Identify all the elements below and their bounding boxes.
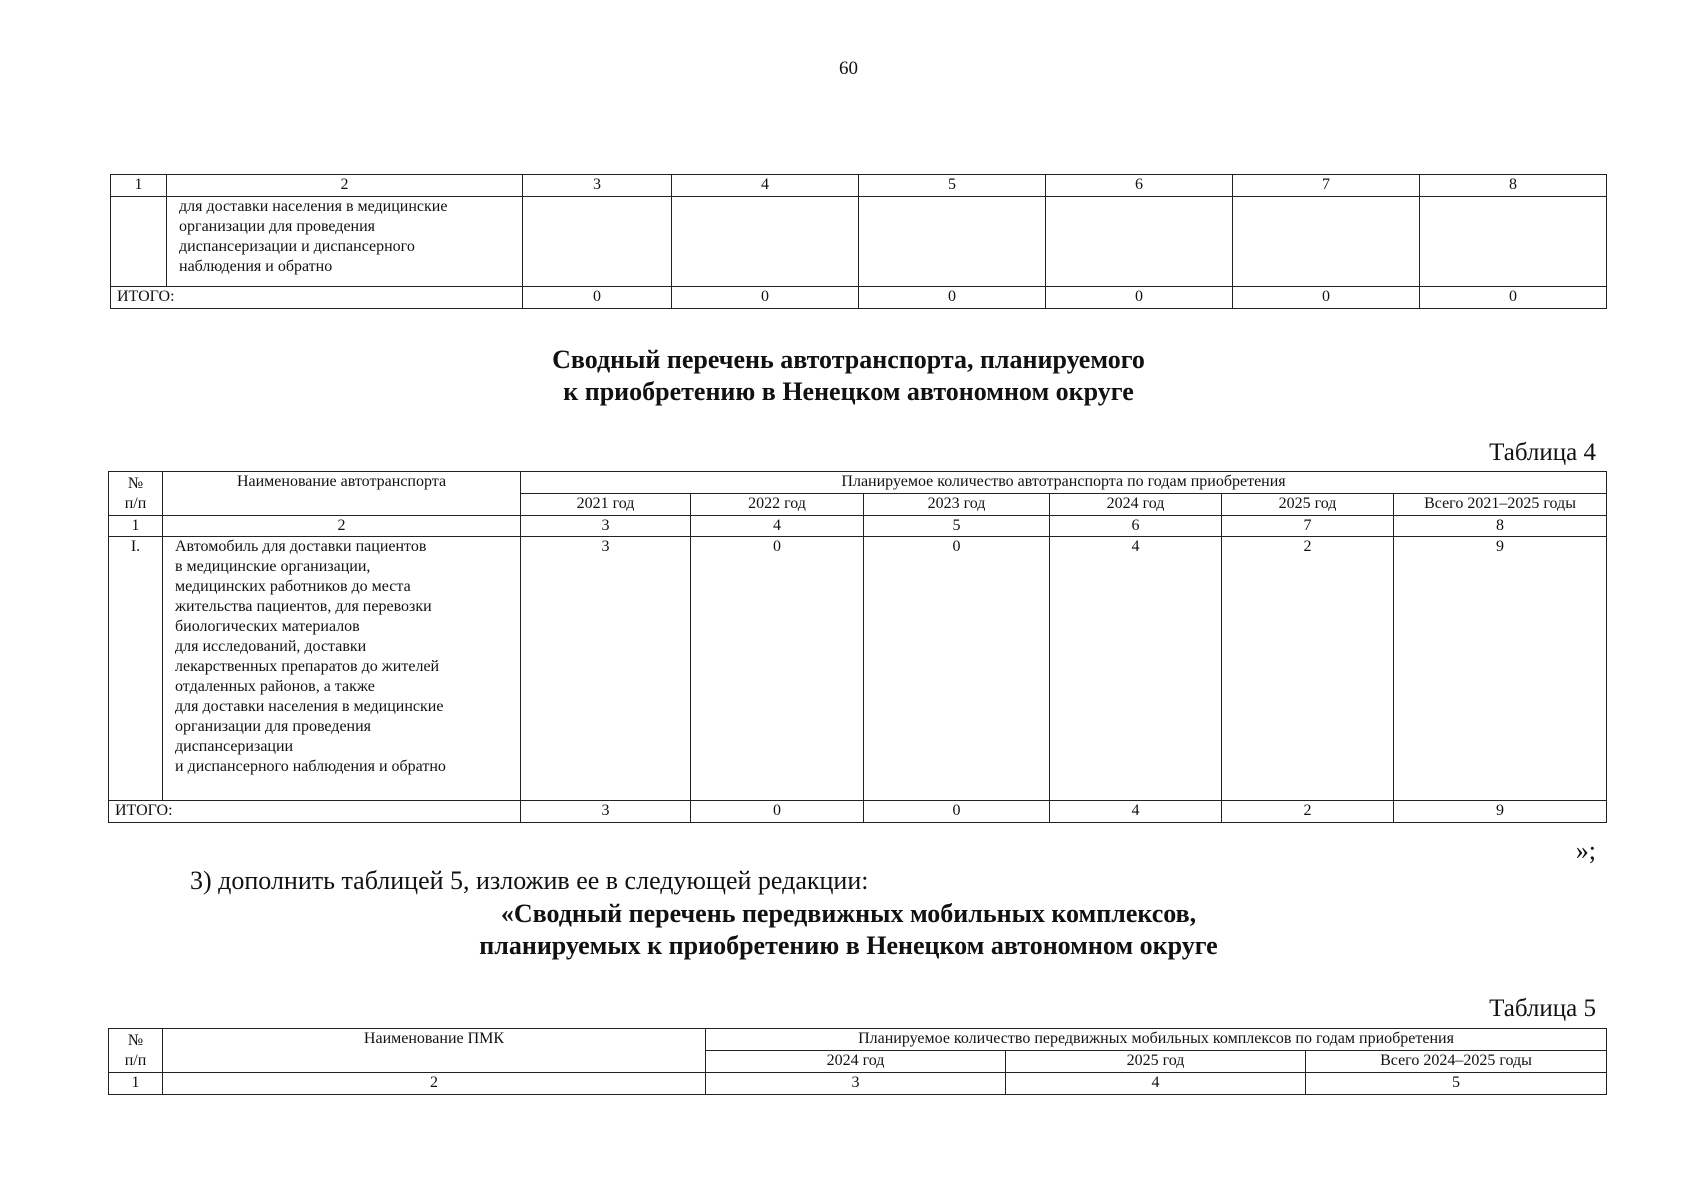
group-header: Планируемое количество передвижных мобильных комплексов по годам приобретения: [706, 1029, 1607, 1051]
total-value: 9: [1394, 801, 1607, 823]
col-number: 8: [1394, 516, 1607, 537]
col-number: 8: [1420, 175, 1607, 197]
value-cell: 2: [1222, 537, 1394, 801]
year-header: 2025 год: [1222, 494, 1394, 516]
col-number: 3: [521, 516, 691, 537]
num-header: № п/п: [109, 472, 163, 516]
closing-quote-mark: »;: [1575, 836, 1596, 865]
table5-caption: Таблица 5: [1489, 995, 1596, 1022]
col-number: 5: [864, 516, 1050, 537]
vehicle-name-cell: Автомобиль для доставки пациентов в медицинские организации, медицинских работников до места жительства пациентов, для перевозки биологических материалов для исследований, доставки лекарственных препаратов до жителей отдаленных районов, а также для доставки населения в медицинские организации для проведения диспансеризации и диспансерного наблюдения и обратно: [163, 537, 521, 801]
num-header: № п/п: [109, 1029, 163, 1073]
value-cell: [1046, 197, 1233, 287]
year-header: 2023 год: [864, 494, 1050, 516]
col-number: 5: [859, 175, 1046, 197]
year-header: 2024 год: [706, 1051, 1006, 1073]
instruction-text: 3) дополнить таблицей 5, изложив ее в следующей редакции:: [190, 866, 869, 895]
num-cell: [111, 197, 167, 287]
col-number: 1: [111, 175, 167, 197]
value-cell: 3: [521, 537, 691, 801]
col-number: 1: [109, 1073, 163, 1095]
total-label: ИТОГО:: [109, 801, 521, 823]
total-value: 0: [523, 287, 672, 309]
column-number-row: [109, 1073, 1607, 1095]
header-row: [109, 1029, 1607, 1051]
total-value: 0: [864, 801, 1050, 823]
continuation-table: [110, 174, 1607, 309]
value-cell: 4: [1050, 537, 1222, 801]
col-number: 3: [523, 175, 672, 197]
total-value: 0: [1420, 287, 1607, 309]
col-number: 5: [1306, 1073, 1607, 1095]
year-header: 2025 год: [1006, 1051, 1306, 1073]
col-number: 2: [167, 175, 523, 197]
year-header: 2022 год: [691, 494, 864, 516]
total-value: 3: [521, 801, 691, 823]
year-header: 2024 год: [1050, 494, 1222, 516]
value-cell: [523, 197, 672, 287]
total-value: 0: [672, 287, 859, 309]
value-cell: 0: [864, 537, 1050, 801]
total-row: [111, 287, 1607, 309]
year-header: 2021 год: [521, 494, 691, 516]
column-number-row: [111, 175, 1607, 197]
value-cell: [859, 197, 1046, 287]
year-header: Всего 2021–2025 годы: [1394, 494, 1607, 516]
col-number: 2: [163, 1073, 706, 1095]
col-number: 4: [1006, 1073, 1306, 1095]
col-number: 2: [163, 516, 521, 537]
table-row: [111, 197, 1607, 287]
value-cell: [1420, 197, 1607, 287]
col-number: 1: [109, 516, 163, 537]
col-number: 4: [672, 175, 859, 197]
name-header: Наименование автотранспорта: [163, 472, 521, 516]
total-value: 0: [1233, 287, 1420, 309]
table-row: [109, 537, 1607, 801]
total-value: 0: [691, 801, 864, 823]
value-cell: [1233, 197, 1420, 287]
col-number: 3: [706, 1073, 1006, 1095]
col-number: 7: [1233, 175, 1420, 197]
col-number: 4: [691, 516, 864, 537]
name-header: Наименование ПМК: [163, 1029, 706, 1073]
value-cell: 9: [1394, 537, 1607, 801]
col-number: 6: [1050, 516, 1222, 537]
total-value: 0: [1046, 287, 1233, 309]
value-cell: [672, 197, 859, 287]
total-row: [109, 801, 1607, 823]
total-label: ИТОГО:: [111, 287, 523, 309]
total-value: 0: [859, 287, 1046, 309]
value-cell: 0: [691, 537, 864, 801]
column-number-row: [109, 516, 1607, 537]
name-cell: для доставки населения в медицинские организации для проведения диспансеризации и диспансерного наблюдения и обратно: [167, 197, 523, 287]
table4-title: Сводный перечень автотранспорта, планируемого к приобретению в Ненецком автономном округе: [552, 345, 1145, 406]
col-number: 6: [1046, 175, 1233, 197]
group-header: Планируемое количество автотранспорта по годам приобретения: [521, 472, 1607, 494]
table5-title: «Сводный перечень передвижных мобильных комплексов, планируемых к приобретению в Ненецком автономном округе: [479, 899, 1218, 960]
header-row: [109, 472, 1607, 494]
total-value: 4: [1050, 801, 1222, 823]
table4-caption: Таблица 4: [1489, 439, 1596, 466]
table-5: [108, 1028, 1607, 1095]
table-4: [108, 471, 1607, 823]
row-number: I.: [109, 537, 163, 801]
year-header: Всего 2024–2025 годы: [1306, 1051, 1607, 1073]
total-value: 2: [1222, 801, 1394, 823]
page-number: 60: [839, 58, 858, 79]
col-number: 7: [1222, 516, 1394, 537]
